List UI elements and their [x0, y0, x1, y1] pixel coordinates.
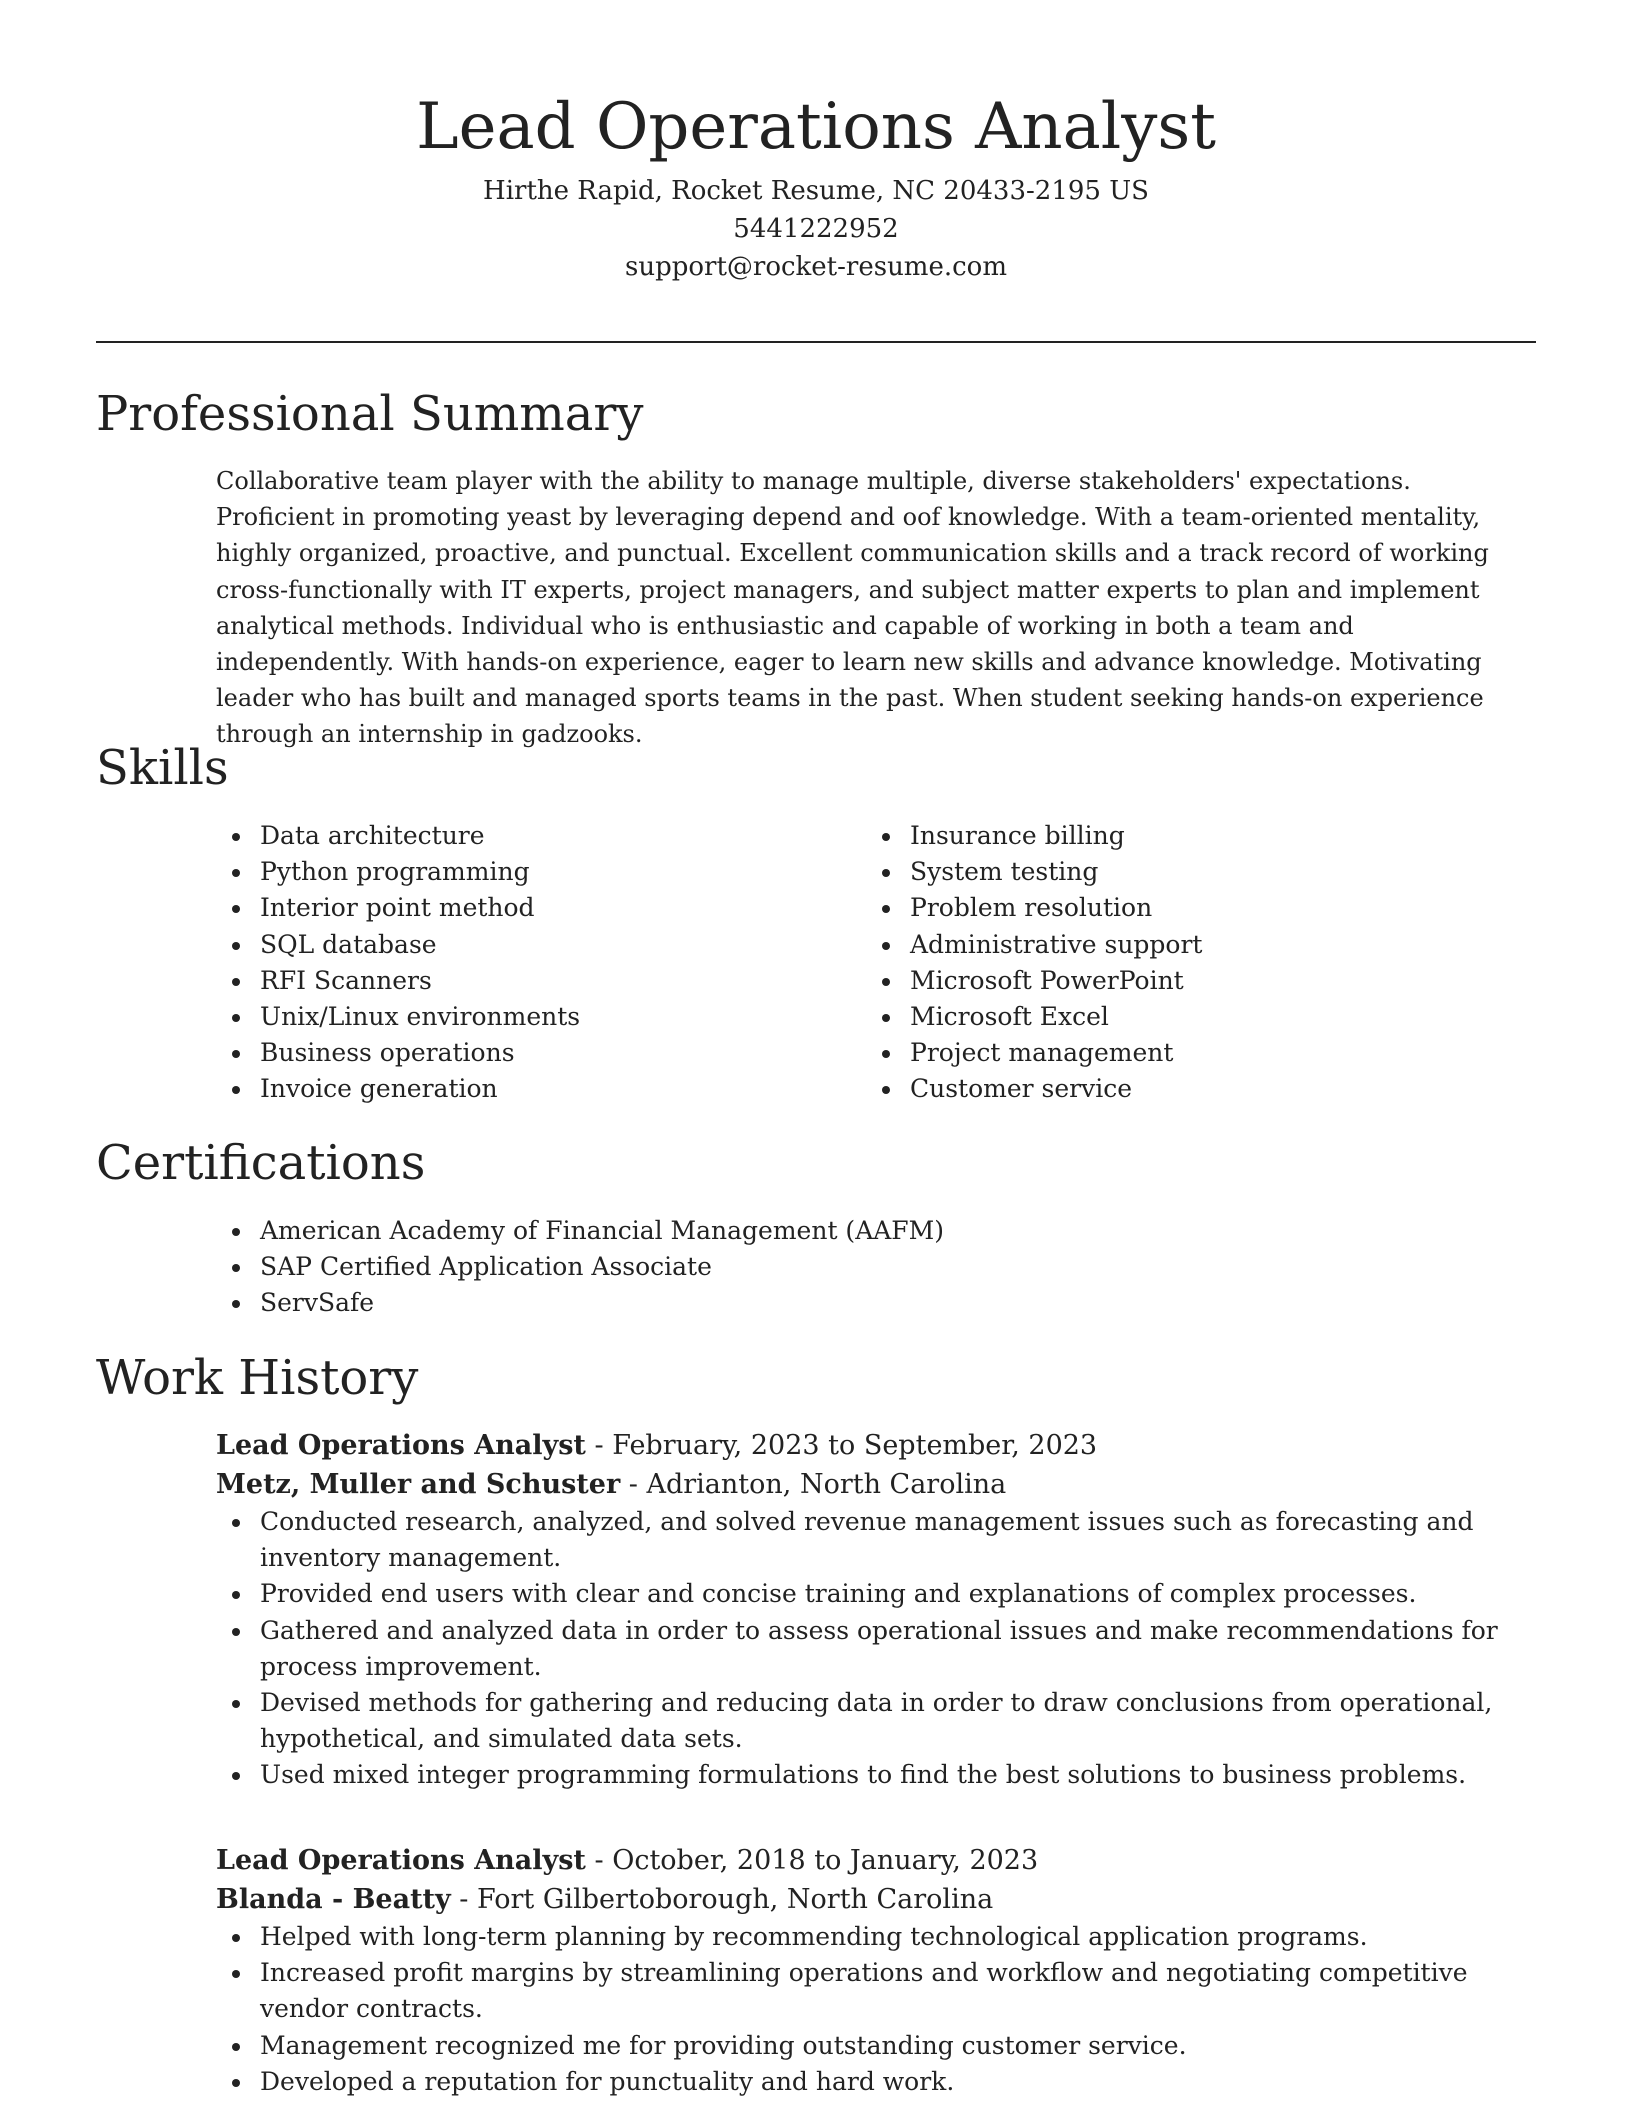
skill-item: Microsoft Excel — [866, 999, 1506, 1035]
section-title-summary: Professional Summary — [96, 386, 644, 442]
candidate-title: Lead Operations Analyst — [416, 90, 1216, 164]
contact-email: support@rocket-resume.com — [624, 252, 1007, 282]
job-company-line — [216, 1465, 1536, 1504]
section-title-skills: Skills — [96, 740, 229, 796]
header-divider — [96, 341, 1536, 343]
job-company-line — [216, 1880, 1536, 1919]
job-title: Lead Operations Analyst — [216, 1430, 586, 1461]
skill-item: Invoice generation — [216, 1071, 856, 1107]
skills-list-left — [216, 818, 856, 1108]
skill-item: Business operations — [216, 1035, 856, 1071]
contact-phone: 5441222952 — [733, 214, 899, 244]
skill-item: Interior point method — [216, 890, 856, 926]
skill-item: Project management — [866, 1035, 1506, 1071]
certification-item: American Academy of Financial Management (AAFM) — [216, 1213, 1516, 1249]
responsibility-item: Devised methods for gathering and reducing data in order to draw conclusions from operational, hypothetical, and simulated data sets. — [216, 1685, 1536, 1757]
skill-item: Unix/Linux environments — [216, 999, 856, 1035]
skill-item: RFI Scanners — [216, 963, 856, 999]
job-title: Lead Operations Analyst — [216, 1845, 586, 1876]
skill-item: Python programming — [216, 854, 856, 890]
certifications-list — [216, 1213, 1516, 1322]
section-title-work-history: Work History — [96, 1350, 419, 1406]
job-location: - Adrianton, North Carolina — [620, 1469, 1007, 1500]
skill-item: SQL database — [216, 927, 856, 963]
responsibility-item: Helped with long-term planning by recommending technological application programs. — [216, 1919, 1536, 1955]
job-dates: - October, 2018 to January, 2023 — [585, 1845, 1039, 1876]
responsibility-item: Management recognized me for providing outstanding customer service. — [216, 2028, 1536, 2064]
certification-item: ServSafe — [216, 1285, 1516, 1321]
job-title-line — [216, 1426, 1536, 1465]
responsibility-item: Conducted research, analyzed, and solved revenue management issues such as forecasting and inventory management. — [216, 1504, 1536, 1576]
certification-item: SAP Certified Application Associate — [216, 1249, 1516, 1285]
job-responsibilities — [216, 1504, 1536, 1794]
skill-item: System testing — [866, 854, 1506, 890]
responsibility-item: Developed a reputation for punctuality and hard work. — [216, 2064, 1536, 2100]
job-entry — [216, 1426, 1536, 1794]
contact-address: Hirthe Rapid, Rocket Resume, NC 20433-2195 US — [483, 176, 1149, 206]
contact-block — [0, 172, 1632, 286]
section-title-certifications: Certifications — [96, 1135, 426, 1191]
skill-item: Administrative support — [866, 927, 1506, 963]
job-dates: - February, 2023 to September, 2023 — [585, 1430, 1098, 1461]
responsibility-item: Used mixed integer programming formulations to find the best solutions to business problems. — [216, 1757, 1536, 1793]
skill-item: Problem resolution — [866, 890, 1506, 926]
responsibility-item: Provided end users with clear and concise training and explanations of complex processes. — [216, 1576, 1536, 1612]
responsibility-item: Increased profit margins by streamlining operations and workflow and negotiating competitive vendor contracts. — [216, 1955, 1536, 2027]
responsibility-item: Gathered and analyzed data in order to assess operational issues and make recommendations for process improvement. — [216, 1613, 1536, 1685]
job-location: - Fort Gilbertoborough, North Carolina — [450, 1884, 994, 1915]
professional-summary: Collaborative team player with the ability to manage multiple, diverse stakeholders' expectations. Proficient in promoting yeast by leveraging depend and oof knowledge. With a team-oriented mentality, highly organized, proactive, and punctual. Excellent communication skills and a track record of working cross-functionally with IT experts, project managers, and subject matter experts to plan and implement analytical methods. Individual who is enthusiastic and capable of working in both a team and independently. With hands-on experience, eager to learn new skills and advance knowledge. Motivating leader who has built and managed sports teams in the past. When student seeking hands-on experience through an internship in gadzooks. — [216, 467, 1489, 749]
job-entry — [216, 1841, 1536, 2100]
skill-item: Data architecture — [216, 818, 856, 854]
job-responsibilities — [216, 1919, 1536, 2100]
skill-item: Customer service — [866, 1071, 1506, 1107]
skill-item: Microsoft PowerPoint — [866, 963, 1506, 999]
skill-item: Insurance billing — [866, 818, 1506, 854]
job-company: Metz, Muller and Schuster — [216, 1469, 621, 1500]
skills-list-right — [866, 818, 1506, 1108]
job-company: Blanda - Beatty — [216, 1884, 451, 1915]
resume-header — [0, 82, 1632, 286]
job-title-line — [216, 1841, 1536, 1880]
